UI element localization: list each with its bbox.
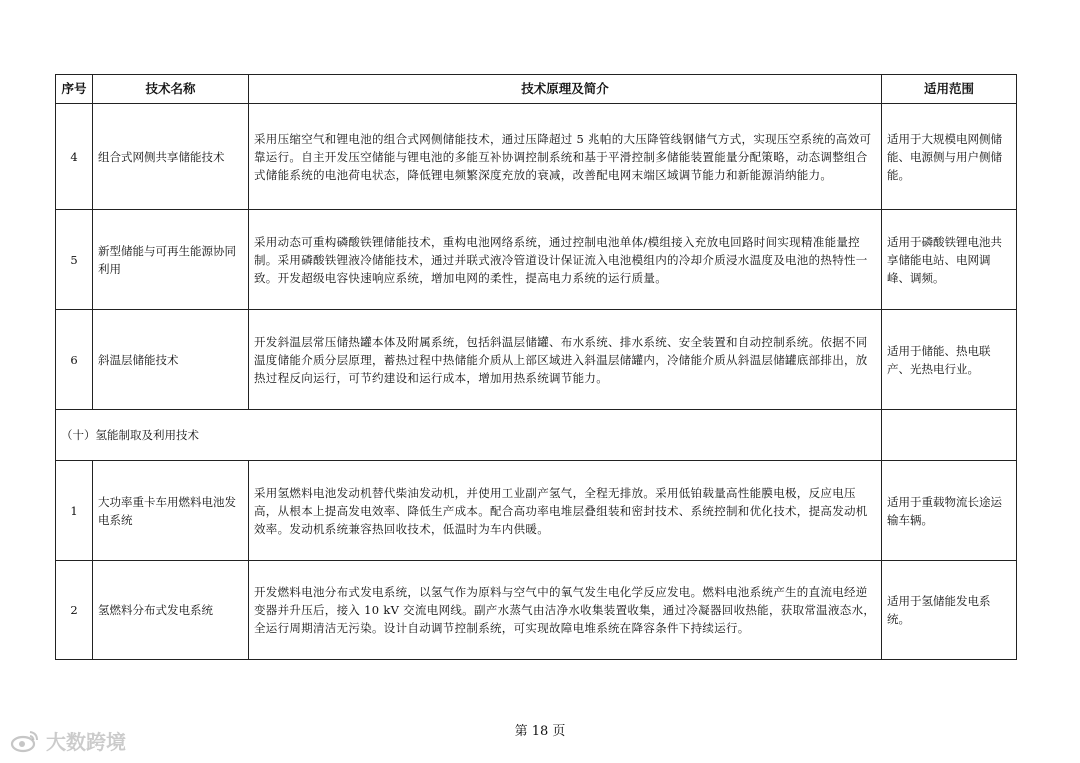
header-desc: 技术原理及简介 (249, 75, 882, 104)
row-name: 新型储能与可再生能源协同利用 (93, 210, 249, 310)
row-scope: 适用于大规模电网侧储能、电源侧与用户侧储能。 (882, 104, 1017, 210)
header-scope: 适用范围 (882, 75, 1017, 104)
row-no: 4 (56, 104, 93, 210)
row-desc: 开发燃料电池分布式发电系统，以氢气作为原料与空气中的氧气发生电化学反应发电。燃料电池系统产生的直流电经逆变器并升压后，接入 10 kV 交流电网线。副产水蒸气由洁净水收集装置收集，通过冷凝器回收热能，获取常温液态水，全运行周期清洁无污染。设计自动调节控制系统，可实现故障电堆系统在降容条件下持续运行。 (249, 561, 882, 660)
table-row (56, 104, 1017, 210)
section-row (56, 410, 1017, 461)
watermark-text: 大数跨境 (46, 730, 126, 754)
weibo-logo-icon (10, 729, 40, 753)
row-scope: 适用于重载物流长途运输车辆。 (882, 461, 1017, 561)
row-scope: 适用于氢储能发电系统。 (882, 561, 1017, 660)
row-no: 1 (56, 461, 93, 561)
table-row (56, 561, 1017, 660)
section-empty-cell (882, 410, 1017, 461)
row-name: 斜温层储能技术 (93, 310, 249, 410)
header-no: 序号 (56, 75, 93, 104)
section-title: （十）氢能制取及利用技术 (56, 410, 882, 461)
row-name: 大功率重卡车用燃料电池发电系统 (93, 461, 249, 561)
watermark (10, 726, 126, 755)
row-desc: 采用动态可重构磷酸铁锂储能技术，重构电池网络系统，通过控制电池单体/模组接入充放电回路时间实现精准能量控制。采用磷酸铁锂液冷储能技术，通过并联式液冷管道设计保证流入电池模组内的冷却介质浸水温度及电池的热特性一致。开发超级电容快速响应系统，增加电网的柔性，提高电力系统的运行质量。 (249, 210, 882, 310)
table-row (56, 461, 1017, 561)
header-name: 技术名称 (93, 75, 249, 104)
row-scope: 适用于磷酸铁锂电池共享储能电站、电网调峰、调频。 (882, 210, 1017, 310)
row-desc: 开发斜温层常压储热罐本体及附属系统，包括斜温层储罐、布水系统、排水系统、安全装置和自动控制系统。依据不同温度储能介质分层原理，蓄热过程中热储能介质从上部区域进入斜温层储罐内，冷储能介质从斜温层储罐底部排出，放热过程反向运行，可节约建设和运行成本，增加用热系统调节能力。 (249, 310, 882, 410)
row-name: 组合式网侧共享储能技术 (93, 104, 249, 210)
row-desc: 采用氢燃料电池发动机替代柴油发动机，并使用工业副产氢气，全程无排放。采用低铂载量高性能膜电极，反应电压高，从根本上提高发电效率、降低生产成本。配合高功率电堆层叠组装和密封技术、系统控制和优化技术，提高发动机效率。发动机系统兼容热回收技术，低温时为车内供暖。 (249, 461, 882, 561)
table-row (56, 310, 1017, 410)
row-no: 2 (56, 561, 93, 660)
row-name: 氢燃料分布式发电系统 (93, 561, 249, 660)
row-no: 5 (56, 210, 93, 310)
row-no: 6 (56, 310, 93, 410)
page-number: 第 18 页 (514, 724, 566, 739)
row-scope: 适用于储能、热电联产、光热电行业。 (882, 310, 1017, 410)
table-header-row (56, 75, 1017, 104)
technology-table (55, 74, 1017, 660)
row-desc: 采用压缩空气和锂电池的组合式网侧储能技术，通过压降超过 5 兆帕的大压降管线钢储气方式，实现压空系统的高效可靠运行。自主开发压空储能与锂电池的多能互补协调控制系统和基于平滑控制多储能装置能量分配策略，动态调整组合式储能系统的电池荷电状态，降低锂电频繁深度充放的衰减，改善配电网末端区域调节能力和新能源消纳能力。 (249, 104, 882, 210)
table-row (56, 210, 1017, 310)
